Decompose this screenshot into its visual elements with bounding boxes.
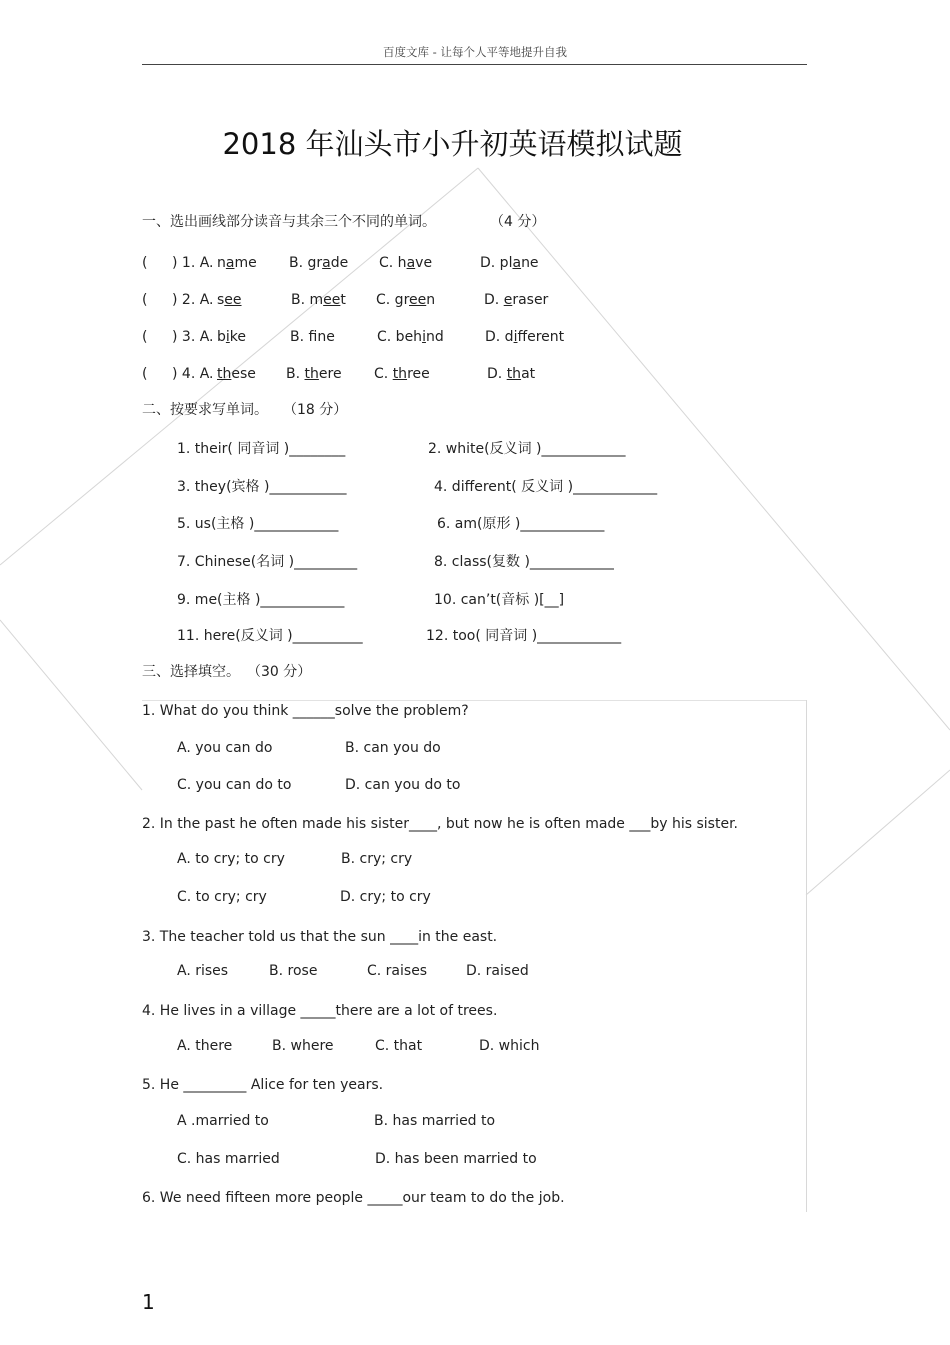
option-b: B. grade <box>289 255 349 271</box>
word-item: 10. can’t(音标 )[__] <box>434 592 565 608</box>
page-title: 2018 年汕头市小升初英语模拟试题 <box>222 127 683 161</box>
choice-option: D. cry; to cry <box>340 889 431 905</box>
question-number: ) 3. A. <box>172 329 214 345</box>
choice-option: B. where <box>272 1038 334 1054</box>
question-stem: 2. In the past he often made his sister____, but now he is often made ___by his sister. <box>142 816 738 832</box>
option-d: D. that <box>487 366 536 382</box>
word-item: 2. white(反义词 )____________ <box>428 441 626 457</box>
word-item: 6. am(原形 )____________ <box>437 516 605 532</box>
section1-heading: 一、选出画线部分读音与其余三个不同的单词。 <box>142 214 436 230</box>
section3-score: （30 分） <box>247 664 312 680</box>
word-item: 3. they(宾格 )___________ <box>177 479 347 495</box>
question-number: ) 4. A. <box>172 366 214 382</box>
page-number: 1 <box>142 1290 155 1314</box>
section3-heading: 三、选择填空。 <box>142 664 240 680</box>
option-d: D. plane <box>480 255 539 271</box>
answer-paren: ( <box>142 255 148 271</box>
choice-option: C. has married <box>177 1151 280 1167</box>
question-stem: 3. The teacher told us that the sun ____in the east. <box>142 929 498 945</box>
choice-option: A .married to <box>177 1113 269 1129</box>
word-item: 11. here(反义词 )__________ <box>177 628 363 644</box>
choice-option: D. which <box>479 1038 540 1054</box>
choice-option: A. rises <box>177 963 229 979</box>
choice-option: A. there <box>177 1038 233 1054</box>
option-c: C. have <box>379 255 433 271</box>
choice-option: D. can you do to <box>345 777 461 793</box>
word-item: 4. different( 反义词 )____________ <box>434 479 658 495</box>
question-number: ) 2. A. <box>172 292 214 308</box>
option-c: C. green <box>376 292 436 308</box>
section2-heading: 二、按要求写单词。 <box>142 402 268 418</box>
choice-option: D. has been married to <box>375 1151 537 1167</box>
option-a: see <box>217 292 242 308</box>
question-number: ) 1. A. <box>172 255 214 271</box>
choice-option: C. that <box>375 1038 423 1054</box>
question-stem: 4. He lives in a village _____there are a lot of trees. <box>142 1003 498 1019</box>
answer-paren: ( <box>142 366 148 382</box>
answer-paren: ( <box>142 292 148 308</box>
option-d: D. different <box>485 329 565 345</box>
section1-score: （4 分） <box>490 214 546 230</box>
option-d: D. eraser <box>484 292 549 308</box>
page-header: 百度文库 - 让每个人平等地提升自我 <box>383 45 567 59</box>
word-item: 5. us(主格 )____________ <box>177 516 339 532</box>
choice-option: C. to cry; cry <box>177 889 267 905</box>
choice-option: B. has married to <box>374 1113 496 1129</box>
choice-option: B. cry; cry <box>341 851 413 867</box>
option-a: these <box>217 366 256 382</box>
question-stem: 6. We need fifteen more people _____our team to do the job. <box>142 1190 565 1206</box>
option-a: bike <box>217 329 247 345</box>
choice-option: C. you can do to <box>177 777 292 793</box>
word-item: 8. class(复数 )____________ <box>434 554 614 570</box>
word-item: 12. too( 同音词 )____________ <box>426 628 622 644</box>
choice-option: D. raised <box>466 963 529 979</box>
choice-option: C. raises <box>367 963 428 979</box>
choice-option: A. to cry; to cry <box>177 851 285 867</box>
choice-option: B. can you do <box>345 740 441 756</box>
word-item: 9. me(主格 )____________ <box>177 592 345 608</box>
frame-top-line <box>142 700 806 701</box>
option-a: name <box>217 255 257 271</box>
option-b: B. there <box>286 366 342 382</box>
frame-right-line <box>806 700 807 1212</box>
option-b: B. fne <box>290 329 335 345</box>
answer-paren: ( <box>142 329 148 345</box>
option-b: B. meet <box>291 292 346 308</box>
section2-score: （18 分） <box>283 402 348 418</box>
choice-option: A. you can do <box>177 740 273 756</box>
question-stem: 5. He _________ Alice for ten years. <box>142 1077 384 1093</box>
word-item: 7. Chinese(名词 )_________ <box>177 554 358 570</box>
option-c: C. three <box>374 366 430 382</box>
question-stem: 1. What do you think ______solve the problem? <box>142 703 469 719</box>
word-item: 1. their( 同音词 )________ <box>177 441 346 457</box>
option-c: C. behind <box>377 329 444 345</box>
header-divider <box>142 64 807 65</box>
choice-option: B. rose <box>269 963 318 979</box>
